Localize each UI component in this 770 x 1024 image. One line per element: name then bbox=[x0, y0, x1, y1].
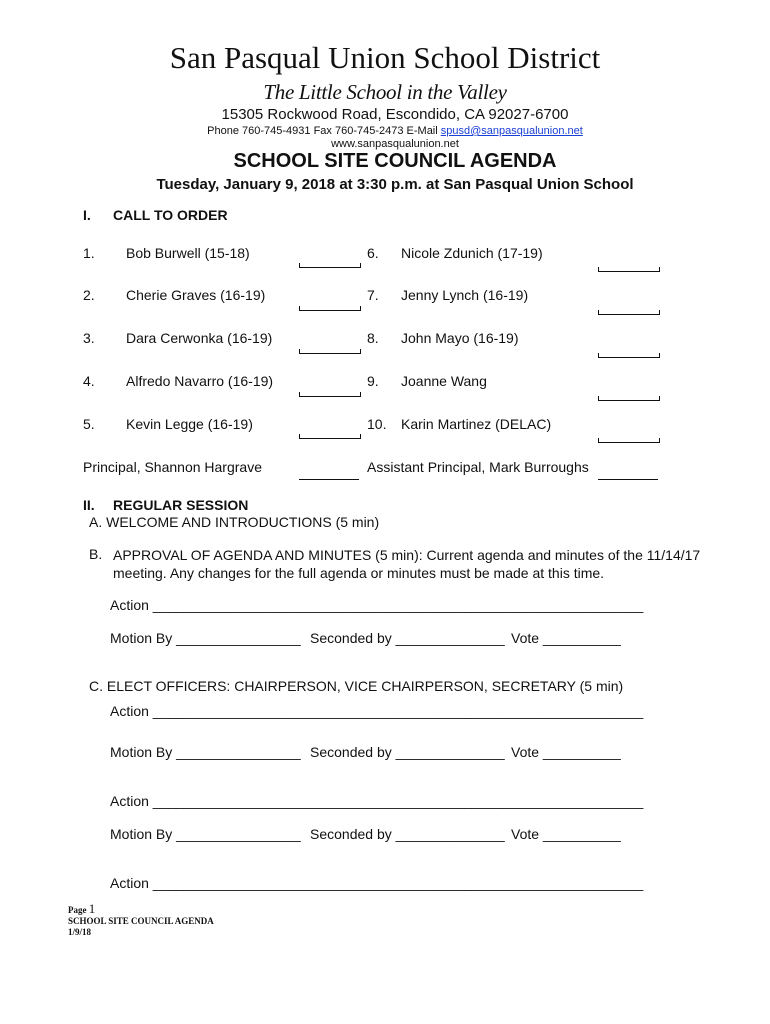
signature-line[interactable] bbox=[598, 310, 660, 315]
website-text: www.sanpasqualunion.net bbox=[331, 138, 459, 150]
email-link[interactable]: spusd@sanpasqualunion.net bbox=[440, 125, 583, 137]
member-number: 4. bbox=[83, 373, 95, 389]
agenda-date: Tuesday, January 9, 2018 at 3:30 p.m. at San Pasqual Union School bbox=[156, 176, 634, 193]
seconded-by-field[interactable]: Seconded by ______________ bbox=[310, 630, 505, 646]
footer-date: 1/9/18 bbox=[68, 927, 92, 937]
seconded-by-field[interactable]: Seconded by ______________ bbox=[310, 744, 505, 760]
section-title: REGULAR SESSION bbox=[113, 497, 249, 513]
signature-line[interactable] bbox=[598, 479, 658, 480]
action-field[interactable]: Action _______________________________________________________________ bbox=[110, 703, 644, 719]
agenda-item-a: A. WELCOME AND INTRODUCTIONS (5 min) bbox=[89, 514, 380, 530]
agenda-item-c: C. ELECT OFFICERS: CHAIRPERSON, VICE CHAIRPERSON, SECRETARY (5 min) bbox=[89, 678, 624, 694]
member-name: Bob Burwell (15-18) bbox=[126, 245, 250, 261]
agenda-item-b-text: APPROVAL OF AGENDA AND MINUTES (5 min): Current agenda and minutes of the 11/14/17 meeting. Any changes for the full agenda or minutes must be made at this time. bbox=[113, 547, 701, 581]
page-footer bbox=[68, 903, 214, 938]
page-indicator bbox=[68, 903, 214, 916]
motion-by-field[interactable]: Motion By ________________ bbox=[110, 744, 301, 760]
member-number: 3. bbox=[83, 330, 95, 346]
member-number: 2. bbox=[83, 287, 95, 303]
member-name: John Mayo (16-19) bbox=[401, 330, 519, 346]
footer-doc-title: SCHOOL SITE COUNCIL AGENDA bbox=[68, 916, 214, 926]
signature-line[interactable] bbox=[598, 267, 660, 272]
section-title: CALL TO ORDER bbox=[113, 207, 228, 223]
page-number: 1 bbox=[88, 901, 96, 916]
signature-line[interactable] bbox=[299, 392, 361, 397]
district-name: San Pasqual Union School District bbox=[169, 40, 601, 75]
member-number: 7. bbox=[367, 287, 379, 303]
vote-field[interactable]: Vote __________ bbox=[511, 826, 621, 842]
section-number: I. bbox=[83, 207, 91, 223]
contact-phone-fax: Phone 760-745-4931 Fax 760-745-2473 E-Mail bbox=[207, 125, 441, 137]
seconded-by-field[interactable]: Seconded by ______________ bbox=[310, 826, 505, 842]
section-number: II. bbox=[83, 497, 95, 513]
member-number: 6. bbox=[367, 245, 379, 261]
member-name: Karin Martinez (DELAC) bbox=[401, 416, 552, 432]
action-field[interactable]: Action _______________________________________________________________ bbox=[110, 875, 644, 891]
signature-line[interactable] bbox=[598, 353, 660, 358]
motion-by-field[interactable]: Motion By ________________ bbox=[110, 826, 301, 842]
signature-line[interactable] bbox=[598, 438, 660, 443]
agenda-title: SCHOOL SITE COUNCIL AGENDA bbox=[233, 150, 557, 172]
vote-field[interactable]: Vote __________ bbox=[511, 744, 621, 760]
action-field[interactable]: Action _______________________________________________________________ bbox=[110, 793, 644, 809]
member-number: 9. bbox=[367, 373, 379, 389]
district-tagline: The Little School in the Valley bbox=[263, 80, 507, 104]
member-name: Nicole Zdunich (17-19) bbox=[401, 245, 543, 261]
signature-line[interactable] bbox=[299, 479, 359, 480]
member-name: Joanne Wang bbox=[401, 373, 487, 389]
signature-line[interactable] bbox=[299, 306, 361, 311]
member-number: 8. bbox=[367, 330, 379, 346]
vote-field[interactable]: Vote __________ bbox=[511, 630, 621, 646]
agenda-item-b-label: B. bbox=[89, 546, 103, 562]
district-address: 15305 Rockwood Road, Escondido, CA 92027-6700 bbox=[221, 106, 569, 123]
signature-line[interactable] bbox=[299, 263, 361, 268]
member-name: Alfredo Navarro (16-19) bbox=[126, 373, 274, 389]
principal-name: Principal, Shannon Hargrave bbox=[83, 459, 262, 475]
member-name: Dara Cerwonka (16-19) bbox=[126, 330, 273, 346]
action-field[interactable]: Action _______________________________________________________________ bbox=[110, 597, 644, 613]
member-name: Kevin Legge (16-19) bbox=[126, 416, 253, 432]
signature-line[interactable] bbox=[598, 396, 660, 401]
member-number: 1. bbox=[83, 245, 95, 261]
member-name: Jenny Lynch (16-19) bbox=[401, 287, 529, 303]
member-number: 5. bbox=[83, 416, 95, 432]
motion-by-field[interactable]: Motion By ________________ bbox=[110, 630, 301, 646]
signature-line[interactable] bbox=[299, 434, 361, 439]
page-label: Page bbox=[68, 905, 87, 915]
assistant-principal-name: Assistant Principal, Mark Burroughs bbox=[367, 459, 589, 475]
signature-line[interactable] bbox=[299, 349, 361, 354]
member-name: Cherie Graves (16-19) bbox=[126, 287, 266, 303]
member-number: 10. bbox=[367, 416, 387, 432]
contact-line bbox=[0, 125, 770, 137]
